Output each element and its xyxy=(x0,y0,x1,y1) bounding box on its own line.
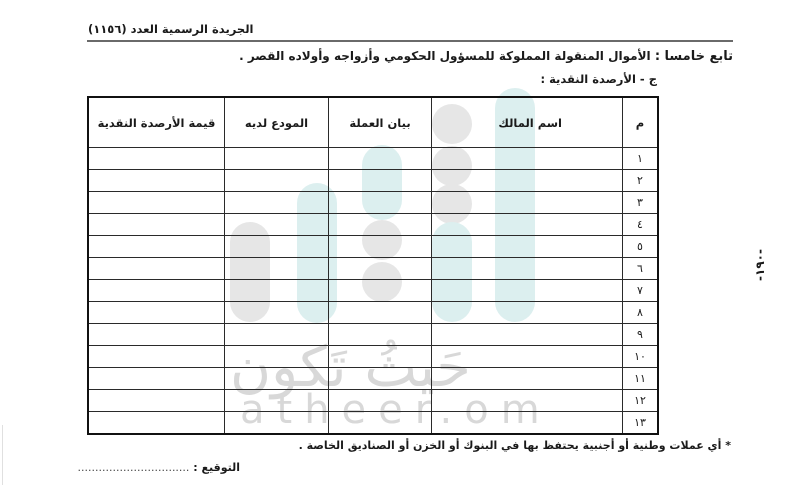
currency-cell[interactable] xyxy=(329,346,432,368)
index-cell: ١٠ xyxy=(623,346,659,368)
index-cell: ٦ xyxy=(623,258,659,280)
cash-value-cell[interactable] xyxy=(88,236,225,258)
table-row xyxy=(88,324,658,346)
owner-name-cell[interactable] xyxy=(432,170,623,192)
section-title-text: الأموال المنقولة المملوكة للمسؤول الحكومي وأزواجه وأولاده القصر . xyxy=(239,49,651,63)
table-row xyxy=(88,390,658,412)
header-owner-name: اسم المالك xyxy=(432,97,623,148)
depositary-cell[interactable] xyxy=(225,236,329,258)
currency-cell[interactable] xyxy=(329,280,432,302)
index-cell: ١٣ xyxy=(623,412,659,435)
depositary-cell[interactable] xyxy=(225,148,329,170)
currency-cell[interactable] xyxy=(329,390,432,412)
owner-name-cell[interactable] xyxy=(432,412,623,435)
currency-cell[interactable] xyxy=(329,214,432,236)
table-row xyxy=(88,236,658,258)
currency-cell[interactable] xyxy=(329,258,432,280)
depositary-cell[interactable] xyxy=(225,192,329,214)
index-cell: ٩ xyxy=(623,324,659,346)
table-row xyxy=(88,346,658,368)
depositary-cell[interactable] xyxy=(225,390,329,412)
cash-value-cell[interactable] xyxy=(88,324,225,346)
currency-cell[interactable] xyxy=(329,148,432,170)
header-index: م xyxy=(623,97,659,148)
header-depositary: المودع لديه xyxy=(225,97,329,148)
watermark-latin: atheer.om xyxy=(240,387,552,433)
depositary-cell[interactable] xyxy=(225,258,329,280)
table-row xyxy=(88,170,658,192)
cash-value-cell[interactable] xyxy=(88,192,225,214)
cash-value-cell[interactable] xyxy=(88,214,225,236)
owner-name-cell[interactable] xyxy=(432,236,623,258)
signature-label: التوقيع : xyxy=(193,461,240,474)
owner-name-cell[interactable] xyxy=(432,192,623,214)
owner-name-cell[interactable] xyxy=(432,368,623,390)
table-row xyxy=(88,412,658,435)
cash-value-cell[interactable] xyxy=(88,412,225,435)
index-cell: ٤ xyxy=(623,214,659,236)
currency-cell[interactable] xyxy=(329,412,432,435)
depositary-cell[interactable] xyxy=(225,324,329,346)
index-cell: ١١ xyxy=(623,368,659,390)
owner-name-cell[interactable] xyxy=(432,148,623,170)
owner-name-cell[interactable] xyxy=(432,324,623,346)
depositary-cell[interactable] xyxy=(225,302,329,324)
cash-value-cell[interactable] xyxy=(88,302,225,324)
signature-line xyxy=(78,461,240,474)
cash-balances-table xyxy=(87,96,659,435)
table-row xyxy=(88,192,658,214)
footnote: * أي عملات وطنية أو أجنبية يحتفظ بها في البنوك أو الخزن أو الصناديق الخاصة . xyxy=(298,439,731,452)
table-header-row xyxy=(88,97,658,148)
table-row xyxy=(88,258,658,280)
index-cell: ٢ xyxy=(623,170,659,192)
currency-cell[interactable] xyxy=(329,192,432,214)
cash-value-cell[interactable] xyxy=(88,258,225,280)
currency-cell[interactable] xyxy=(329,324,432,346)
cash-value-cell[interactable] xyxy=(88,346,225,368)
index-cell: ٥ xyxy=(623,236,659,258)
index-cell: ٨ xyxy=(623,302,659,324)
watermark-arabic: حَيثُ تَكون xyxy=(230,335,471,400)
depositary-cell[interactable] xyxy=(225,368,329,390)
table-row xyxy=(88,214,658,236)
page-number: -١٩٠- xyxy=(752,249,767,281)
section-lead: تابع خامسا : xyxy=(654,49,733,64)
index-cell: ٧ xyxy=(623,280,659,302)
index-cell: ٣ xyxy=(623,192,659,214)
owner-name-cell[interactable] xyxy=(432,302,623,324)
table-row xyxy=(88,302,658,324)
scan-edge xyxy=(2,425,3,485)
table-row xyxy=(88,368,658,390)
signature-field[interactable]: ................................ xyxy=(77,461,190,474)
subsection-title: ج - الأرصدة النقدية : xyxy=(540,72,657,86)
currency-cell[interactable] xyxy=(329,368,432,390)
table-row xyxy=(88,280,658,302)
owner-name-cell[interactable] xyxy=(432,346,623,368)
cash-value-cell[interactable] xyxy=(88,280,225,302)
owner-name-cell[interactable] xyxy=(432,280,623,302)
table-row xyxy=(88,148,658,170)
cash-value-cell[interactable] xyxy=(88,390,225,412)
depositary-cell[interactable] xyxy=(225,214,329,236)
gazette-header-title: الجريدة الرسمية العدد (١١٥٦) xyxy=(88,22,254,36)
header-cash-value: قيمة الأرصدة النقدية xyxy=(88,97,225,148)
currency-cell[interactable] xyxy=(329,170,432,192)
cash-value-cell[interactable] xyxy=(88,368,225,390)
currency-cell[interactable] xyxy=(329,236,432,258)
index-cell: ١٢ xyxy=(623,390,659,412)
depositary-cell[interactable] xyxy=(225,280,329,302)
owner-name-cell[interactable] xyxy=(432,258,623,280)
cash-value-cell[interactable] xyxy=(88,148,225,170)
section-title xyxy=(239,49,733,64)
owner-name-cell[interactable] xyxy=(432,214,623,236)
index-cell: ١ xyxy=(623,148,659,170)
depositary-cell[interactable] xyxy=(225,170,329,192)
cash-value-cell[interactable] xyxy=(88,170,225,192)
depositary-cell[interactable] xyxy=(225,412,329,435)
depositary-cell[interactable] xyxy=(225,346,329,368)
header-divider xyxy=(87,40,733,42)
header-currency: بيان العملة xyxy=(329,97,432,148)
owner-name-cell[interactable] xyxy=(432,390,623,412)
currency-cell[interactable] xyxy=(329,302,432,324)
